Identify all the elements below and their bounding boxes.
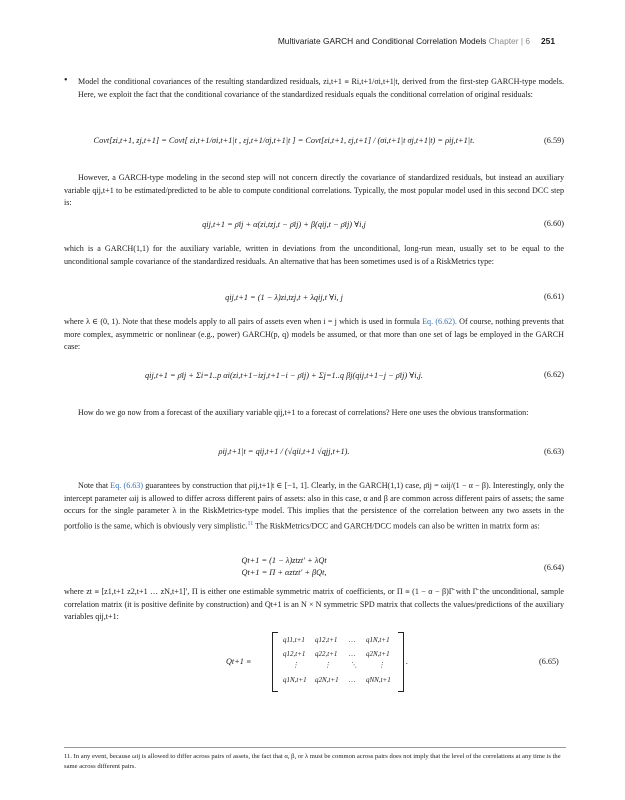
equation-formula: ρij,t+1|t = qij,t+1 / (√qii,t+1 √qjj,t+1). bbox=[218, 447, 350, 456]
equation-formula: qij,t+1 = ρ̄ij + Σi=1..p αi(zi,t+1−izj,t+1−i − ρ̄ij) + Σj=1..q βj(qij,t+1−j − ρ̄ij) ∀i,j. bbox=[144, 371, 423, 380]
equation-number: (6.65) bbox=[539, 657, 559, 666]
matrix-left-bracket bbox=[272, 632, 278, 692]
matrix-cell: ⋮ bbox=[378, 661, 385, 669]
paragraph-6: Note that Eq. (6.63) guarantees by construction that ρij,t+1|t ∈ [−1, 1]. Clearly, in the GARCH(1,1) case, ρ̄ij = ωij/(1 − α − β). Interestingly, only the intercept parameter ωij is allowed to differ across different pairs of assets: also in this case, α and β are common across different pairs of assets; the same occurs for the single parameter λ in the RiskMetrics-type model. This implies that the persistence of the correlation between any two assets in the portfolio is the same, which is obviously very simplistic.$^{11}$ The RiskMetrics/DCC and GARCH/DCC models can also be written in matrix form as: bbox=[64, 481, 565, 531]
paragraph-2: However, a GARCH-type modeling in the second step will not concern directly the covariance of standardized residuals, but instead an auxiliary variable qij,t+1 to be estimated/predicted to be able to compute conditional correlations. Typically, the most popular model used in this second DCC step is: bbox=[64, 173, 564, 207]
matrix-cell: ⋱ bbox=[350, 661, 357, 669]
header-title: Multivariate GARCH and Conditional Correlation Models Chapter | 6 bbox=[277, 36, 530, 46]
equation-line-2: Qt+1 = Π + αztzt′ + βQt, bbox=[241, 568, 327, 577]
equation-link-6-62[interactable]: Eq. (6.62). bbox=[422, 317, 457, 326]
matrix-cell: ⋮ bbox=[292, 661, 299, 669]
footnote-ref-11[interactable]: 11 bbox=[247, 520, 254, 527]
paragraph-3: which is a GARCH(1,1) for the auxiliary variable, written in deviations from the unconditional, long-run mean, usually set to be equal to the unconditional sample covariance of the standardized residuals. An alternative that has been sometimes used is of a RiskMetrics type: bbox=[64, 244, 564, 266]
matrix-cell: … bbox=[349, 636, 356, 644]
matrix-cell: … bbox=[349, 650, 356, 658]
matrix-cell: q22,t+1 bbox=[315, 650, 338, 658]
header-chapter: Chapter | 6 bbox=[488, 36, 530, 46]
running-header bbox=[0, 36, 625, 50]
matrix-cell: q2N,t+1 bbox=[366, 650, 390, 658]
matrix-cell: q2N,t+1 bbox=[315, 676, 339, 684]
footnote-rule bbox=[64, 747, 566, 748]
matrix-right-bracket bbox=[398, 632, 404, 692]
equation-6-60 bbox=[64, 219, 564, 239]
matrix-cell: q12,t+1 bbox=[315, 636, 338, 644]
equation-formula: qij,t+1 = ρ̄ij + α(zi,tzj,t − ρ̄ij) + β(qij,t − ρ̄ij) ∀i,j bbox=[202, 220, 366, 229]
matrix-cell: q1N,t+1 bbox=[366, 636, 390, 644]
equation-formula: qij,t+1 = (1 − λ)zi,tzj,t + λqij,t ∀i, j bbox=[225, 293, 343, 302]
matrix-cell: … bbox=[349, 676, 356, 684]
matrix-cell: ⋮ bbox=[324, 661, 331, 669]
matrix-cell: q1N,t+1 bbox=[283, 676, 307, 684]
equation-number: (6.63) bbox=[543, 447, 564, 456]
equation-6-62 bbox=[64, 370, 564, 390]
matrix-cell: q12,t+1 bbox=[283, 650, 306, 658]
matrix-cell: q11,t+1 bbox=[283, 636, 305, 644]
paragraph-5: How do we go now from a forecast of the auxiliary variable qij,t+1 to a forecast of correlations? Here one uses the obvious transformation: bbox=[78, 408, 529, 417]
matrix-lhs: Qt+1 ≡ bbox=[226, 657, 252, 666]
paragraph-7: where zt ≡ [z1,t+1 z2,t+1 … zN,t+1]′, Π is either one estimable symmetric matrix of coefficients, or Π ≡ (1 − α − β)Γ̄ with Γ̄ the unconditional, sample correlation matrix (it is positive definite by construction) and Qt+1 is an N × N symmetric SPD matrix that collects the values/predictions of the auxiliary variables qij,t+1: bbox=[64, 587, 564, 621]
equation-number: (6.64) bbox=[543, 563, 564, 572]
equation-6-63 bbox=[64, 447, 564, 467]
equation-number: (6.62) bbox=[543, 370, 564, 379]
equation-number: (6.59) bbox=[543, 136, 564, 145]
bullet-marker: • bbox=[64, 75, 68, 86]
matrix-end-period: . bbox=[406, 657, 409, 666]
equation-number: (6.61) bbox=[543, 292, 564, 301]
equation-6-64 bbox=[64, 556, 564, 582]
paragraph-1: Model the conditional covariances of the resulting standardized residuals, zi,t+1 ≡ Ri,t+1/σi,t+1|t, derived from the first-step GARCH-type models. Here, we exploit the fact that the conditional covariance of the standardized residuals equals the conditional correlation of original residuals: bbox=[78, 77, 564, 99]
footnote-11: 11. In any event, because ωij is allowed to differ across pairs of assets, the fact that α, β, or λ must be common across pairs does not imply that the level of the correlations at any time is the same across different pairs. bbox=[64, 753, 561, 770]
equation-6-59 bbox=[64, 136, 564, 156]
equation-6-61 bbox=[64, 292, 564, 312]
paragraph-4: where λ ∈ (0, 1). Note that these models apply to all pairs of assets even when i = j which is used in formula Eq. (6.62). Of course, nothing prevents that more complex, asymmetric or nonlinear (e.g., power) GARCH(p, q) models be assumed, or that more than one set of lags be employed in the GARCH case: bbox=[64, 317, 564, 351]
equation-number: (6.60) bbox=[543, 219, 564, 228]
matrix-cell: qNN,t+1 bbox=[366, 676, 391, 684]
equation-line-1: Qt+1 = (1 − λ)ztzt′ + λQt bbox=[241, 556, 327, 565]
equation-formula: Covt[zi,t+1, zj,t+1] = Covt[ εi,t+1/σi,t+1|t , εj,t+1/σj,t+1|t ] = Covt[εi,t+1, εj,t+1] / (σi,t+1|t σj,t+1|t) = ρij,t+1|t. bbox=[93, 136, 475, 145]
page-number: 251 bbox=[541, 36, 555, 46]
equation-link-6-63[interactable]: Eq. (6.63) bbox=[110, 481, 144, 490]
